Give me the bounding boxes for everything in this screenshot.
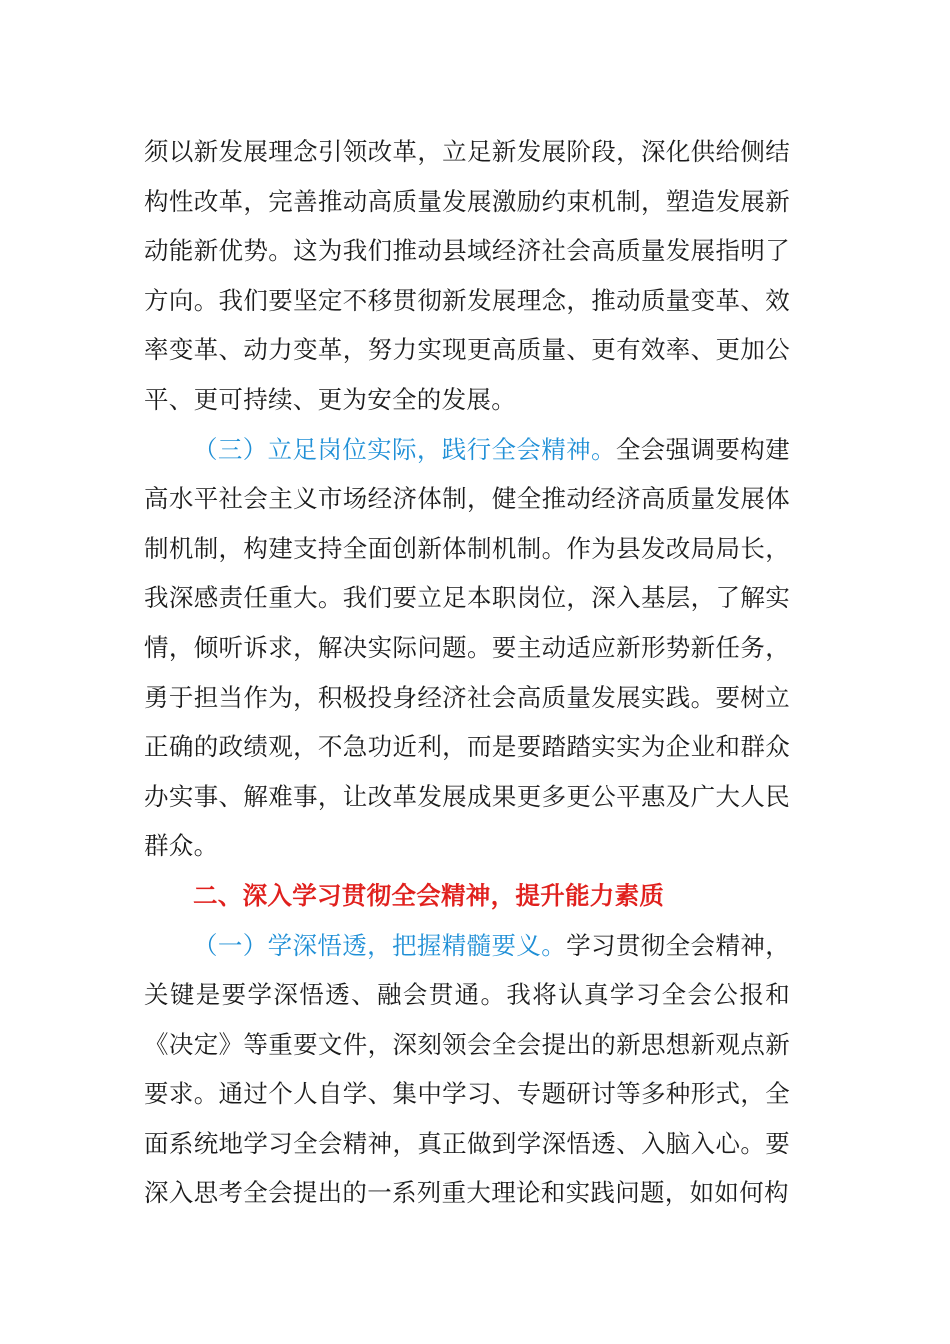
paragraph-section-three <box>144 425 790 871</box>
paragraph-text: 全会强调要构建高水平社会主义市场经济体制，健全推动经济高质量发展体制机制，构建支持全面创新体制机制。作为县发改局局长，我深感责任重大。我们要立足本职岗位，深入基层，了解实情，倾听诉求，解决实际问题。要主动适应新形势新任务，勇于担当作为，积极投身经济社会高质量发展实践。要树立正确的政绩观，不急功近利，而是要踏踏实实为企业和群众办实事、解难事，让改革发展成果更多更公平惠及广大人民群众。 <box>144 434 790 861</box>
paragraph-continuation <box>144 127 790 425</box>
paragraph-section-one <box>144 921 790 1219</box>
paragraph-text: 须以新发展理念引领改革，立足新发展阶段，深化供给侧结构性改革，完善推动高质量发展激励约束机制，塑造发展新动能新优势。这为我们推动县域经济社会高质量发展指明了方向。我们要坚定不移贯彻新发展理念，推动质量变革、效率变革、动力变革，努力实现更高质量、更有效率、更加公平、更可持续、更为安全的发展。 <box>144 137 790 414</box>
subsection-title: （一）学深悟透，把握精髓要义。 <box>193 930 567 960</box>
section-heading-text: 二、深入学习贯彻全会精神，提升能力素质 <box>193 880 665 910</box>
paragraph-text: 学习贯彻全会精神，关键是要学深悟透、融会贯通。我将认真学习全会公报和《决定》等重要文件，深刻领会全会提出的新思想新观点新要求。通过个人自学、集中学习、专题研讨等多种形式，全面系统地学习全会精神，真正做到学深悟透、入脑入心。要深入思考全会提出的一系列重大理论和实践问题，如如何构 <box>144 930 790 1208</box>
document-body <box>144 127 790 1218</box>
section-heading <box>144 871 790 921</box>
subsection-title: （三）立足岗位实际，践行全会精神。 <box>193 434 616 464</box>
